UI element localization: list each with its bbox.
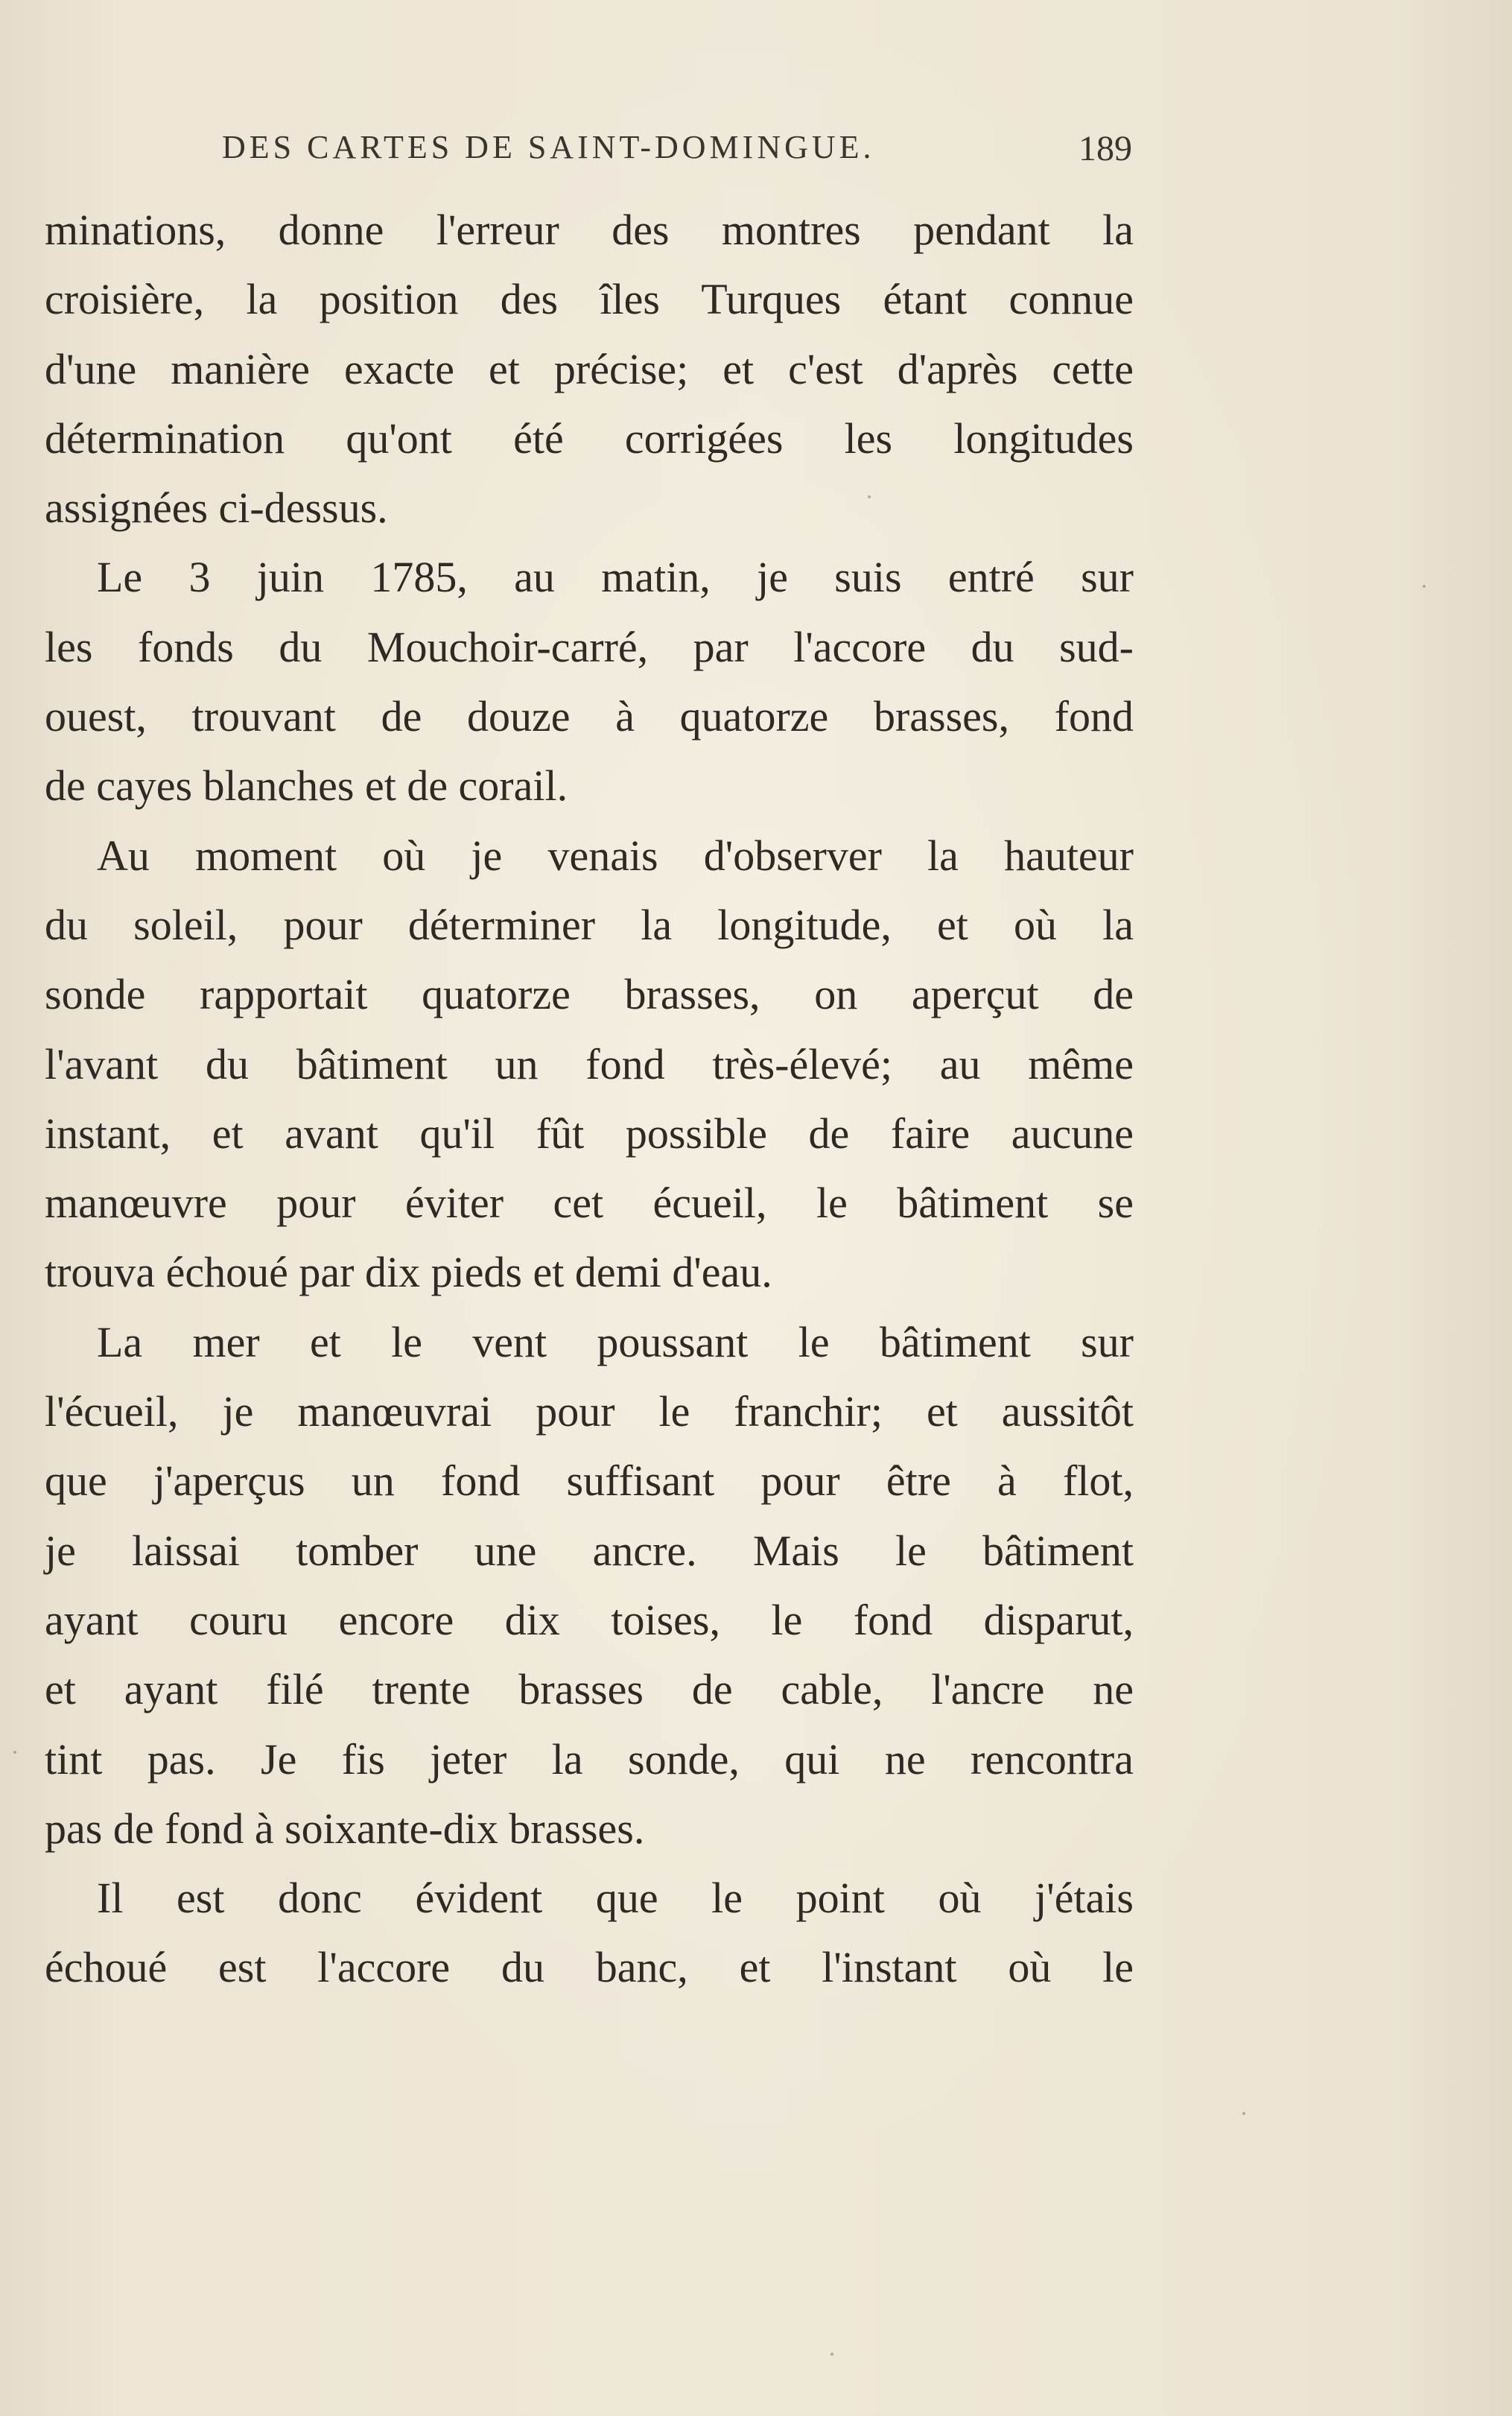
paper-speck xyxy=(830,2353,833,2356)
text-line: Le 3 juin 1785, au matin, je suis entré sur xyxy=(97,553,1134,602)
text-line: je laissai tomber une ancre. Mais le bâtiment xyxy=(45,1526,1134,1575)
text-line: que j'aperçus un fond suffisant pour être à flot, xyxy=(45,1456,1134,1506)
body-text xyxy=(45,195,1134,2003)
text-line: Au moment où je venais d'observer la hauteur xyxy=(97,831,1134,880)
running-head: DES CARTES DE SAINT-DOMINGUE. xyxy=(222,129,875,165)
text-line: croisière, la position des îles Turques étant connue xyxy=(45,275,1134,324)
text-line: pas de fond à soixante-dix brasses. xyxy=(45,1804,645,1853)
text-line: La mer et le vent poussant le bâtiment sur xyxy=(97,1317,1134,1366)
text-line: de cayes blanches et de corail. xyxy=(45,761,568,811)
text-line: Il est donc évident que le point où j'étais xyxy=(97,1874,1134,1923)
text-line: trouva échoué par dix pieds et demi d'eau. xyxy=(45,1248,772,1297)
text-line: et ayant filé trente brasses de cable, l'ancre ne xyxy=(45,1665,1134,1714)
text-line: l'écueil, je manœuvrai pour le franchir; et aussitôt xyxy=(45,1387,1134,1436)
text-line: tint pas. Je fis jeter la sonde, qui ne rencontra xyxy=(45,1734,1134,1784)
text-line: ouest, trouvant de douze à quatorze brasses, fond xyxy=(45,692,1134,741)
paper-speck xyxy=(1423,585,1426,588)
paper-speck xyxy=(868,495,871,498)
text-line: manœuvre pour éviter cet écueil, le bâtiment se xyxy=(45,1179,1134,1228)
text-line: ayant couru encore dix toises, le fond disparut, xyxy=(45,1595,1134,1644)
text-line: l'avant du bâtiment un fond très-élevé; au même xyxy=(45,1039,1134,1088)
text-line: les fonds du Mouchoir-carré, par l'accore du sud- xyxy=(45,622,1134,671)
paper-speck xyxy=(1242,2112,1245,2115)
paper-speck xyxy=(13,1751,16,1754)
text-line: minations, donne l'erreur des montres pendant la xyxy=(45,206,1134,254)
text-line: instant, et avant qu'il fût possible de faire aucune xyxy=(45,1109,1134,1158)
text-line: détermination qu'ont été corrigées les longitudes xyxy=(45,413,1134,463)
text-line: du soleil, pour déterminer la longitude, et où la xyxy=(45,900,1134,949)
text-line: d'une manière exacte et précise; et c'est d'après cette xyxy=(45,344,1134,393)
text-line: assignées ci-dessus. xyxy=(45,483,388,533)
text-line: échoué est l'accore du banc, et l'instant où le xyxy=(45,1943,1134,1992)
page-number: 189 xyxy=(1079,129,1132,168)
text-line: sonde rapportait quatorze brasses, on aperçut de xyxy=(45,970,1134,1019)
